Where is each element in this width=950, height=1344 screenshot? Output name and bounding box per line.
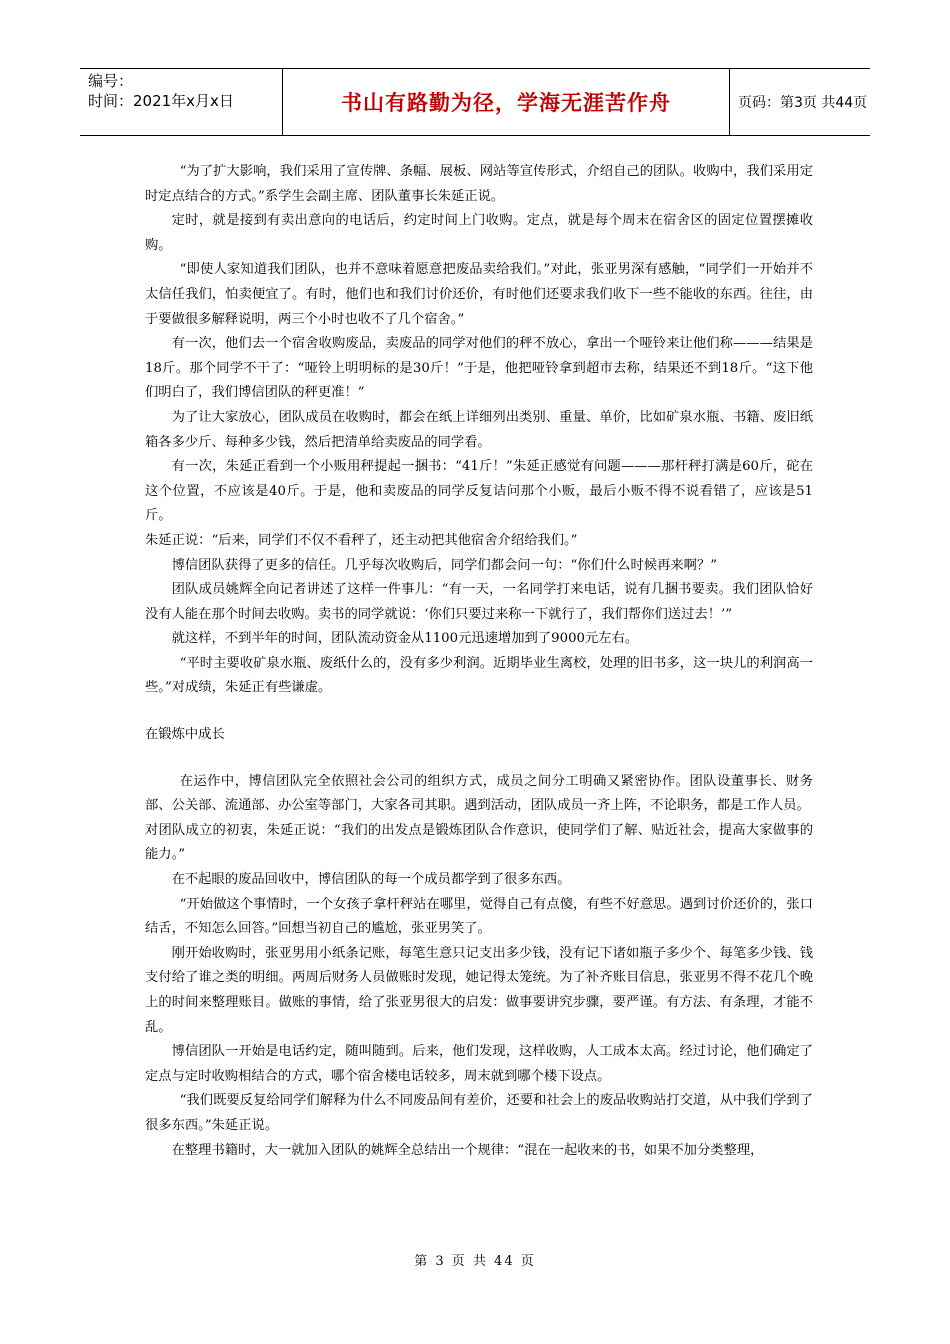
document-code: 编号：: [88, 72, 134, 90]
document-body: [145, 160, 813, 1163]
header-page-info: 页码：第3页 共44页: [738, 95, 868, 111]
paragraph: “开始做这个事情时，一个女孩子拿杆秤站在哪里，觉得自己有点傻，有些不好意思。遇到讨价还价的，张口结舌，不知怎么回答。”回想当初自己的尴尬，张亚男笑了。: [145, 896, 813, 937]
page-footer: 第 3 页 共 44 页: [414, 1254, 536, 1269]
paragraph: 有一次，朱延正看到一个小贩用秤提起一捆书：“41斤！”朱延正感觉有问题———那杆秤打满是60斤，砣在这个位置，不应该是40斤。于是，他和卖废品的同学反复诘问那个小贩，最后小贩不得不说看错了，应该是51斤。: [145, 459, 813, 524]
header-meta: [80, 69, 283, 135]
paragraph: 在运作中，博信团队完全依照社会公司的组织方式，成员之间分工明确又紧密协作。团队设董事长、财务部、公关部、流通部、办公室等部门，大家各司其职。遇到活动，团队成员一齐上阵，不论职务，都是工作人员。: [145, 773, 813, 814]
header-motto-cell: [283, 69, 730, 135]
paragraph: “我们既要反复给同学们解释为什么不同废品间有差价，还要和社会上的废品收购站打交道，从中我们学到了很多东西。”朱延正说。: [145, 1093, 813, 1133]
paragraph: 对团队成立的初衷，朱延正说：“我们的出发点是锻炼团队合作意识，使同学们了解、贴近社会，提高大家做事的能力。”: [145, 822, 813, 863]
paragraph: 博信团队一开始是电话约定，随叫随到。后来，他们发现，这样收购，人工成本太高。经过讨论，他们确定了定点与定时收购相结合的方式，哪个宿舍楼电话较多，周末就到哪个楼下设点。: [145, 1044, 813, 1084]
header-motto: 书山有路勤为径，学海无涯苦作舟: [341, 91, 671, 115]
paragraph: 就这样，不到半年的时间，团队流动资金从1100元迅速增加到了9000元左右。: [171, 631, 639, 647]
paragraph: “即使人家知道我们团队，也并不意味着愿意把废品卖给我们。”对此，张亚男深有感触，“同学们一开始并不太信任我们，怕卖便宜了。有时，他们也和我们讨价还价，有时他们还要求我们收下一些不能收的东西。往往，由于要做很多解释说明，两三个小时也收不了几个宿舍。”: [145, 262, 813, 327]
paragraph: 团队成员姚辉全向记者讲述了这样一件事儿：“有一天，一名同学打来电话，说有几捆书要卖。我们团队恰好没有人能在那个时间去收购。卖书的同学就说：‘你们只要过来称一下就行了，我们帮你们送过去！’”: [145, 582, 813, 622]
paragraph: “平时主要收矿泉水瓶、废纸什么的，没有多少利润。近期毕业生离校，处理的旧书多，这一块儿的利润高一些。”对成绩，朱延正有些谦虚。: [145, 655, 813, 696]
paragraph: “为了扩大影响，我们采用了宣传牌、条幅、展板、网站等宣传形式，介绍自己的团队。收购中，我们采用定时定点结合的方式。”系学生会副主席、团队董事长朱延正说。: [145, 164, 813, 204]
paragraph: 定时，就是接到有卖出意向的电话后，约定时间上门收购。定点，就是每个周末在宿舍区的固定位置摆摊收购。: [145, 213, 813, 253]
paragraph: 在不起眼的废品回收中，博信团队的每一个成员都学到了很多东西。: [171, 872, 571, 888]
page-header: [80, 68, 870, 136]
paragraph: 朱延正说：“后来，同学们不仅不看秤了，还主动把其他宿舍介绍给我们。”: [145, 532, 578, 548]
paragraph: 刚开始收购时，张亚男用小纸条记账，每笔生意只记支出多少钱，没有记下诸如瓶子多少个、每笔多少钱、钱支付给了谁之类的明细。两周后财务人员做账时发现，她记得太笼统。为了补齐账目信息，张亚男不得不花几个晚上的时间来整理账目。做账的事情，给了张亚男很大的启发：做事要讲究步骤，要严谨。有方法、有条理，才能不乱。: [145, 945, 813, 1035]
paragraph: 有一次，他们去一个宿舍收购废品，卖废品的同学对他们的秤不放心，拿出一个哑铃来让他们称———结果是18斤。那个同学不干了：“哑铃上明明标的是30斤！”于是，他把哑铃拿到超市去称，结果还不到18斤。“这下他们明白了，我们博信团队的秤更准！”: [145, 336, 813, 401]
paragraph: 在整理书籍时，大一就加入团队的姚辉全总结出一个规律：“混在一起收来的书，如果不加分类整理，: [171, 1142, 764, 1158]
document-date: 时间：2021年x月x日: [88, 92, 234, 110]
paragraph: 为了让大家放心，团队成员在收购时，都会在纸上详细列出类别、重量、单价，比如矿泉水瓶、书籍、废旧纸箱各多少斤、每种多少钱，然后把清单给卖废品的同学看。: [145, 409, 813, 450]
section-title: 在锻炼中成长: [145, 727, 225, 743]
paragraph: 博信团队获得了更多的信任。几乎每次收购后，同学们都会问一句：“你们什么时候再来啊？”: [171, 557, 718, 573]
